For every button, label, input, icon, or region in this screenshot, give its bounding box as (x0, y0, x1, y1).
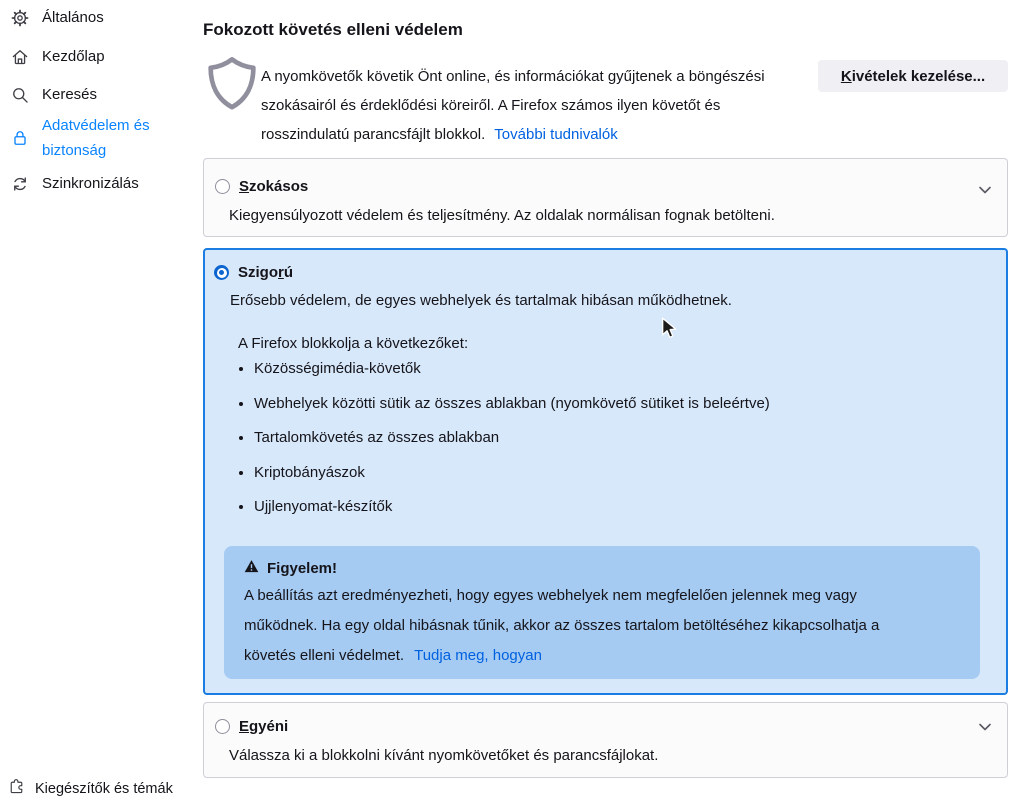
privacy-security-pane (203, 0, 1009, 800)
blocked-item: • Tartalomkövetés az összes ablakban (254, 427, 770, 449)
option-standard-label: Szokásos (239, 178, 309, 195)
blocked-item: • Közösségimédia-követők (254, 358, 770, 380)
home-icon (10, 47, 30, 67)
option-custom-description: Válassza ki a blokkolni kívánt nyomkövetőket és parancsfájlokat. (229, 747, 659, 764)
warning-text: A beállítás azt eredményezheti, hogy egyes webhelyek nem megfelelően jelennek meg vagy működnek. Ha egy oldal hibásnak tűnik, akkor az összes tartalom betöltéséhez kikapcsolhatja a követés elleni védelmet. Tudja meg, hogyan (244, 587, 880, 664)
radio-strict[interactable] (214, 265, 229, 280)
sidebar-item-label: Szinkronizálás (42, 175, 139, 192)
option-custom-radio-row[interactable] (215, 718, 288, 735)
warning-box (224, 546, 980, 679)
sidebar-item-label: Keresés (42, 86, 98, 103)
sidebar-item-home[interactable] (10, 44, 180, 69)
sidebar-item-sync[interactable] (10, 171, 180, 196)
blocked-list-heading: A Firefox blokkolja a következőket: (238, 335, 469, 352)
extension-icon (8, 778, 25, 799)
blocked-item: • Webhelyek közötti sütik az összes ablakban (nyomkövető sütiket is beleértve) (254, 393, 770, 415)
sidebar-item-privacy-security[interactable] (10, 113, 180, 163)
chevron-down-icon[interactable] (979, 181, 991, 199)
option-custom-label: Egyéni (239, 718, 289, 735)
learn-how-link[interactable]: Tudja meg, hogyan (414, 647, 542, 664)
blocked-item: • Ujjlenyomat-készítők (254, 496, 770, 518)
blocked-list (238, 358, 770, 531)
warning-title: Figyelem! (267, 559, 338, 577)
sidebar-item-label: Adatvédelem és biztonság (42, 117, 150, 159)
radio-standard[interactable] (215, 179, 230, 194)
option-strict-description: Erősebb védelem, de egyes webhelyek és tartalmak hibásan működhetnek. (230, 292, 732, 309)
option-standard-description: Kiegyensúlyozott védelem és teljesítmény. Az oldalak normálisan fognak betölteni. (229, 207, 775, 224)
warning-icon (244, 559, 259, 577)
lock-icon (10, 128, 30, 148)
warning-title-row (244, 559, 960, 577)
shield-icon (206, 55, 258, 117)
option-strict-label: Szigorú (238, 264, 294, 281)
option-standard-radio-row[interactable] (215, 178, 308, 195)
intro-paragraph (261, 62, 786, 149)
sync-icon (10, 174, 30, 194)
learn-more-link[interactable]: További tudnivalók (494, 126, 618, 143)
sidebar-item-label: Általános (42, 9, 104, 26)
gear-icon (10, 8, 30, 28)
chevron-down-icon[interactable] (979, 718, 991, 736)
sidebar-footer-label: Kiegészítők és témák (35, 780, 173, 797)
radio-custom[interactable] (215, 719, 230, 734)
sidebar-item-label: Kezdőlap (42, 48, 105, 65)
sidebar-item-general[interactable] (10, 5, 180, 30)
search-icon (10, 85, 30, 105)
option-panel-strict (203, 248, 1008, 695)
page-title: Fokozott követés elleni védelem (203, 20, 463, 39)
intro-text: A nyomkövetők követik Önt online, és információkat gyűjtenek a böngészési szokásairól és érdeklődési köreiről. A Firefox számos ilyen követőt és rosszindulatú parancsfájlt blokkol. (261, 68, 765, 143)
sidebar-item-search[interactable] (10, 82, 180, 107)
option-panel-standard (203, 158, 1008, 237)
option-strict-radio-row[interactable] (214, 264, 293, 281)
option-panel-custom (203, 702, 1008, 778)
sidebar-item-extensions-themes[interactable] (8, 778, 173, 799)
manage-exceptions-button[interactable]: Kivételek kezelése... (818, 60, 1008, 92)
blocked-item: • Kriptobányászok (254, 462, 770, 484)
